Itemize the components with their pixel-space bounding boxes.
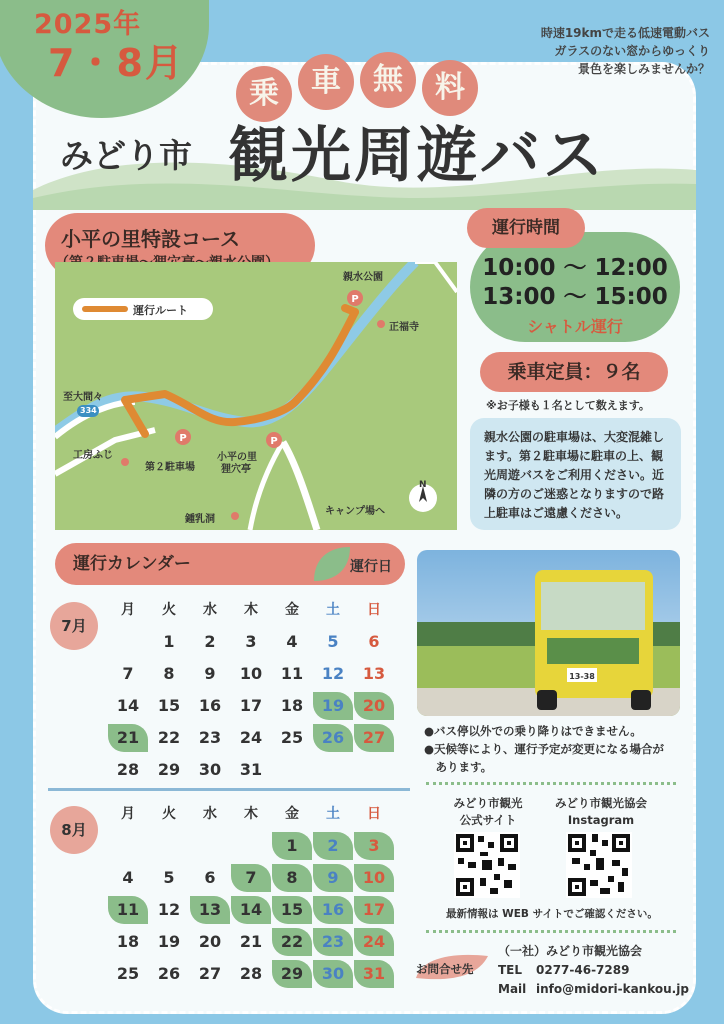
capacity-note: ※お子様も１名として数えます。 (486, 399, 650, 412)
qr-code-icon (566, 832, 632, 898)
calendar-day: 7 (122, 664, 134, 683)
calendar-weekday-row (108, 800, 408, 832)
calendar-day: 12 (157, 900, 181, 919)
calendar-july (108, 596, 408, 788)
page-title: 観光周遊バス (228, 121, 606, 191)
calendar-day: 10 (239, 664, 263, 683)
weekday-label: 土 (326, 806, 340, 822)
weekday-label: 月 (121, 806, 135, 822)
map-label-mujinatei-2: 狸穴亭 (221, 464, 251, 475)
calendar-week-row (108, 960, 408, 992)
calendar-day: 1 (163, 632, 175, 651)
course-title: 小平の里特設コース (61, 227, 240, 251)
month-badge-august: 8月 (50, 806, 98, 854)
calendar-day: 10 (354, 864, 394, 892)
calendar-day: 9 (204, 664, 216, 683)
free-ride-char: 乗 (236, 66, 292, 122)
hours-slot-1: 10:00 ～ 12:00 (482, 255, 668, 281)
calendar-week-row (108, 692, 408, 724)
calendar-day: 30 (313, 960, 353, 988)
calendar-day: 19 (313, 692, 353, 720)
contact-info (498, 942, 689, 999)
calendar-divider (48, 788, 410, 791)
calendar-day: 7 (231, 864, 271, 892)
weekday-label: 木 (244, 806, 258, 822)
note-line: ●バス停以外での乗り降りはできません。 (424, 724, 642, 738)
contact-tel[interactable]: 0277-46-7289 (536, 963, 630, 977)
calendar-day: 17 (239, 696, 263, 715)
calendar-august (108, 800, 408, 992)
hours-heading: 運行時間 (467, 208, 585, 248)
calendar-day: 19 (157, 932, 181, 951)
calendar-week-row (108, 928, 408, 960)
calendar-day: 24 (354, 928, 394, 956)
calendar-day: 27 (354, 724, 394, 752)
tagline-line: 景色を楽しみませんか？ (577, 62, 710, 76)
weekday-label: 火 (162, 806, 176, 822)
calendar-day: 5 (327, 632, 339, 651)
map-label-shofukuji: 正福寺 (389, 322, 419, 333)
contact-label-text: お問合せ先 (416, 962, 474, 976)
capacity-pill: 乗車定員：９名 (480, 352, 668, 392)
dotted-divider (426, 782, 676, 785)
notes (424, 722, 664, 776)
calendar-day: 25 (116, 964, 140, 983)
contact-mail[interactable]: info@midori-kankou.jp (536, 982, 689, 996)
calendar-day: 14 (231, 896, 271, 924)
instagram-label-line: みどり市観光協会 (555, 796, 647, 810)
instagram-label (542, 795, 660, 829)
contact-label (412, 952, 492, 982)
site-label-line: みどり市観光 (453, 796, 523, 810)
calendar-day: 28 (239, 964, 263, 983)
site-label-line: 公式サイト (459, 813, 517, 827)
map-label-camp: キャンプ場へ (325, 506, 385, 517)
contact-org: （一社）みどり市観光協会 (498, 944, 643, 958)
calendar-day: 3 (354, 832, 394, 860)
calendar-day: 26 (157, 964, 181, 983)
calendar-day: 25 (280, 728, 304, 747)
calendar-day: 4 (286, 632, 298, 651)
calendar-day: 29 (157, 760, 181, 779)
web-note: 最新情報は WEB サイトでご確認ください。 (446, 908, 658, 920)
calendar-day: 27 (198, 964, 222, 983)
calendar-day: 2 (313, 832, 353, 860)
calendar-day: 1 (272, 832, 312, 860)
calendar-day: 16 (313, 896, 353, 924)
weekday-label: 月 (121, 602, 135, 618)
weekday-label: 木 (244, 602, 258, 618)
free-ride-char: 無 (360, 52, 416, 108)
calendar-day: 16 (198, 696, 222, 715)
contact-mail-key: Mail (498, 982, 527, 996)
calendar-day: 15 (157, 696, 181, 715)
calendar-day: 23 (198, 728, 222, 747)
calendar-week-row (108, 896, 408, 928)
route-map (55, 262, 457, 530)
calendar-day: 5 (163, 868, 175, 887)
instagram-label-line: Instagram (567, 813, 635, 827)
calendar-legend-label: 運行日 (350, 559, 392, 575)
weekday-label: 日 (367, 602, 381, 618)
free-ride-char: 料 (422, 60, 478, 116)
calendar-day: 11 (280, 664, 304, 683)
calendar-week-row (108, 724, 408, 756)
hours-mode: シャトル運行 (527, 317, 623, 336)
month-badge-july: 7月 (50, 602, 98, 650)
compass-north: N (419, 480, 427, 490)
calendar-day: 12 (321, 664, 345, 683)
calendar-day: 31 (239, 760, 263, 779)
tagline-line: 時速19kmで走る低速電動バス (540, 26, 710, 40)
months-text: 7・8月 (48, 41, 185, 85)
calendar-day: 22 (157, 728, 181, 747)
map-label-mujinatei-1: 小平の里 (217, 452, 257, 463)
calendar-week-row (108, 864, 408, 896)
qr-code-icon (454, 832, 520, 898)
tagline-line: ガラスのない窓からゆっくり (554, 44, 710, 58)
calendar-day: 30 (198, 760, 222, 779)
calendar-weekday-row (108, 596, 408, 628)
calendar-day: 8 (272, 864, 312, 892)
year-text: 2025年 (34, 9, 142, 40)
dotted-divider (426, 930, 676, 933)
calendar-day: 4 (122, 868, 134, 887)
weekday-label: 土 (326, 602, 340, 618)
calendar-day: 26 (313, 724, 353, 752)
calendar-day: 14 (116, 696, 140, 715)
note-line: ●天候等により、運行予定が変更になる場合が (424, 742, 665, 756)
calendar-day: 17 (354, 896, 394, 924)
map-legend-route: 運行ルート (133, 304, 188, 317)
calendar-day: 21 (239, 932, 263, 951)
calendar-day: 8 (163, 664, 175, 683)
parking-notice: 親水公園の駐車場は、大変混雑します。第２駐車場に駐車の上、観光周遊バスをご利用ください。近隣の方のご迷惑となりますので路上駐車はご遠慮ください。 (470, 418, 681, 530)
map-label-kobo: 工房ふじ (73, 450, 113, 461)
calendar-day: 31 (354, 960, 394, 988)
calendar-day: 3 (245, 632, 257, 651)
route-map-graphic (55, 262, 457, 530)
calendar-day: 9 (313, 864, 353, 892)
calendar-day: 29 (272, 960, 312, 988)
contact-tel-key: TEL (498, 963, 523, 977)
map-road-number: 334 (80, 406, 97, 415)
site-label (440, 795, 536, 829)
weekday-label: 日 (367, 806, 381, 822)
calendar-day: 28 (116, 760, 140, 779)
calendar-day: 15 (272, 896, 312, 924)
calendar-day: 22 (272, 928, 312, 956)
hours-slot-2: 13:00 ～ 15:00 (482, 284, 668, 310)
weekday-label: 金 (285, 806, 299, 822)
parking-marker: P (351, 294, 359, 305)
calendar-day: 24 (239, 728, 263, 747)
weekday-label: 金 (285, 602, 299, 618)
bus-photo (417, 550, 680, 716)
instagram-qr-code[interactable] (566, 832, 632, 898)
calendar-day: 20 (198, 932, 222, 951)
map-label-omama: 至大間々 (63, 392, 103, 403)
city-name: みどり市 (60, 136, 192, 175)
calendar-day: 18 (116, 932, 140, 951)
calendar-week-row (108, 628, 408, 660)
hours-box (470, 232, 680, 342)
tagline (490, 24, 710, 78)
calendar-day: 21 (108, 724, 148, 752)
calendar-week-row (108, 832, 408, 864)
free-ride-char: 車 (298, 54, 354, 110)
bus-plate: 13-38 (569, 672, 595, 681)
weekday-label: 火 (162, 602, 176, 618)
calendar-day: 23 (313, 928, 353, 956)
calendar-day: 11 (108, 896, 148, 924)
map-label-parking2: 第２駐車場 (145, 462, 195, 473)
parking-marker: P (179, 433, 187, 444)
calendar-day: 18 (280, 696, 304, 715)
calendar-day: 2 (204, 632, 216, 651)
calendar-day: 6 (204, 868, 216, 887)
bus-photo-image (417, 550, 680, 716)
calendar-title: 運行カレンダー (73, 554, 191, 574)
note-line: あります。 (424, 760, 493, 774)
site-qr-code[interactable] (454, 832, 520, 898)
calendar-legend (310, 545, 408, 585)
calendar-day: 6 (368, 632, 380, 651)
calendar-day: 13 (190, 896, 230, 924)
weekday-label: 水 (203, 806, 217, 822)
calendar-day: 13 (362, 664, 386, 683)
calendar-week-row (108, 660, 408, 692)
parking-marker: P (270, 436, 278, 447)
free-ride-banner (236, 52, 506, 111)
calendar-day: 20 (354, 692, 394, 720)
weekday-label: 水 (203, 602, 217, 618)
map-label-shonyudo: 鍾乳洞 (185, 514, 215, 525)
map-label-shinsui: 親水公園 (343, 272, 383, 283)
calendar-week-row (108, 756, 408, 788)
